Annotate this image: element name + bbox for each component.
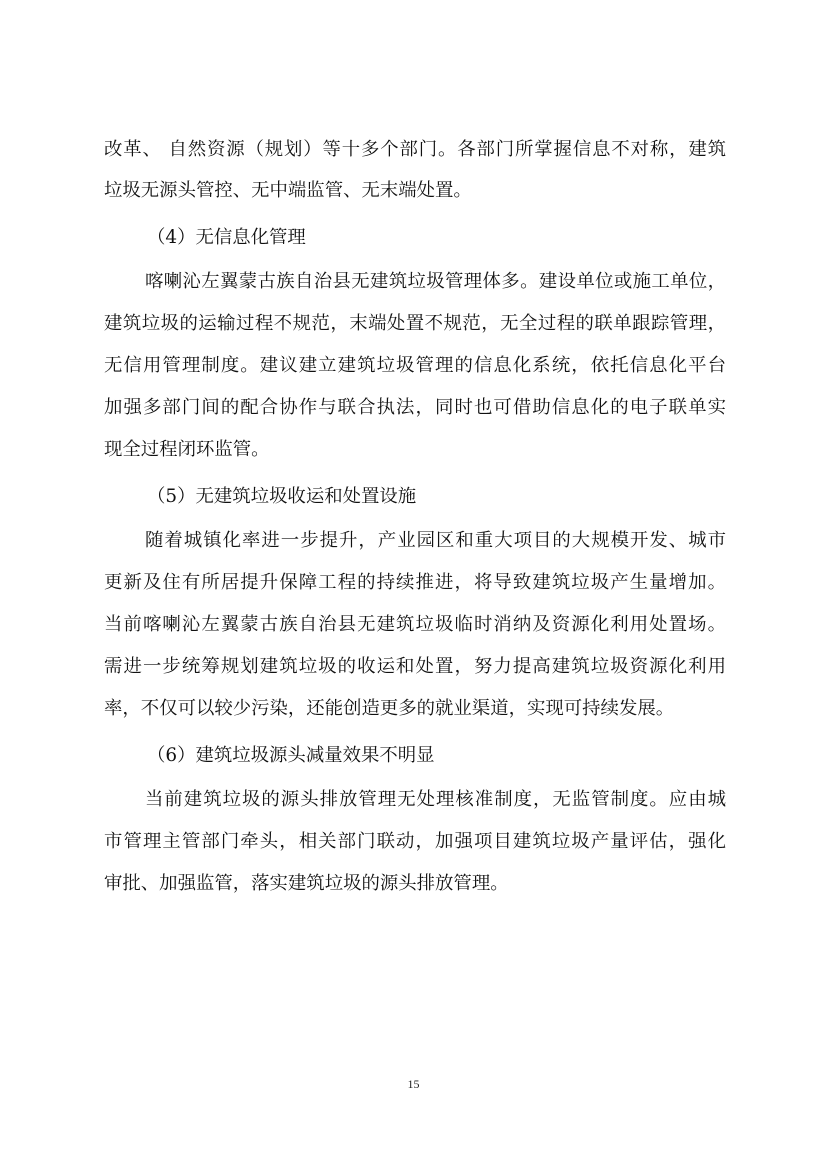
- page-number: 15: [407, 1077, 420, 1091]
- section-heading: （4）无信息化管理: [147, 227, 306, 248]
- paragraph-line: 建筑垃圾的运输过程不规范，末端处置不规范，无全过程的联单跟踪管理，: [104, 313, 726, 334]
- paragraph-line: 当前建筑垃圾的源头排放管理无处理核准制度，无监管制度。应由城: [145, 789, 726, 810]
- paragraph-line: 市管理主管部门牵头，相关部门联动，加强项目建筑垃圾产量评估，强化: [104, 831, 726, 852]
- paragraph-line: 喀喇沁左翼蒙古族自治县无建筑垃圾管理体多。建设单位或施工单位，: [145, 271, 726, 292]
- section-heading: （5）无建筑垃圾收运和处置设施: [147, 486, 417, 507]
- paragraph-line: 需进一步统筹规划建筑垃圾的收运和处置，努力提高建筑垃圾资源化利用: [104, 656, 726, 677]
- paragraph-line: 改革、 自然资源（规划）等十多个部门。各部门所掌握信息不对称，建筑: [104, 139, 726, 160]
- section-heading: （6）建筑垃圾源头减量效果不明显: [147, 745, 435, 766]
- paragraph-line: 垃圾无源头管控、无中端监管、无末端处置。: [104, 180, 472, 201]
- paragraph-line: 随着城镇化率进一步提升，产业园区和重大项目的大规模开发、城市: [145, 530, 726, 551]
- paragraph-line: 更新及住有所居提升保障工程的持续推进，将导致建筑垃圾产生量增加。: [104, 572, 726, 593]
- paragraph-line: 无信用管理制度。建议建立建筑垃圾管理的信息化系统，依托信息化平台: [104, 355, 726, 376]
- paragraph-line: 审批、加强监管，落实建筑垃圾的源头排放管理。: [104, 873, 509, 894]
- paragraph-line: 当前喀喇沁左翼蒙古族自治县无建筑垃圾临时消纳及资源化利用处置场。: [104, 614, 726, 635]
- paragraph-line: 加强多部门间的配合协作与联合执法，同时也可借助信息化的电子联单实: [104, 397, 726, 418]
- paragraph-line: 率，不仅可以较少污染，还能创造更多的就业渠道，实现可持续发展。: [104, 698, 675, 719]
- paragraph-line: 现全过程闭环监管。: [104, 439, 270, 460]
